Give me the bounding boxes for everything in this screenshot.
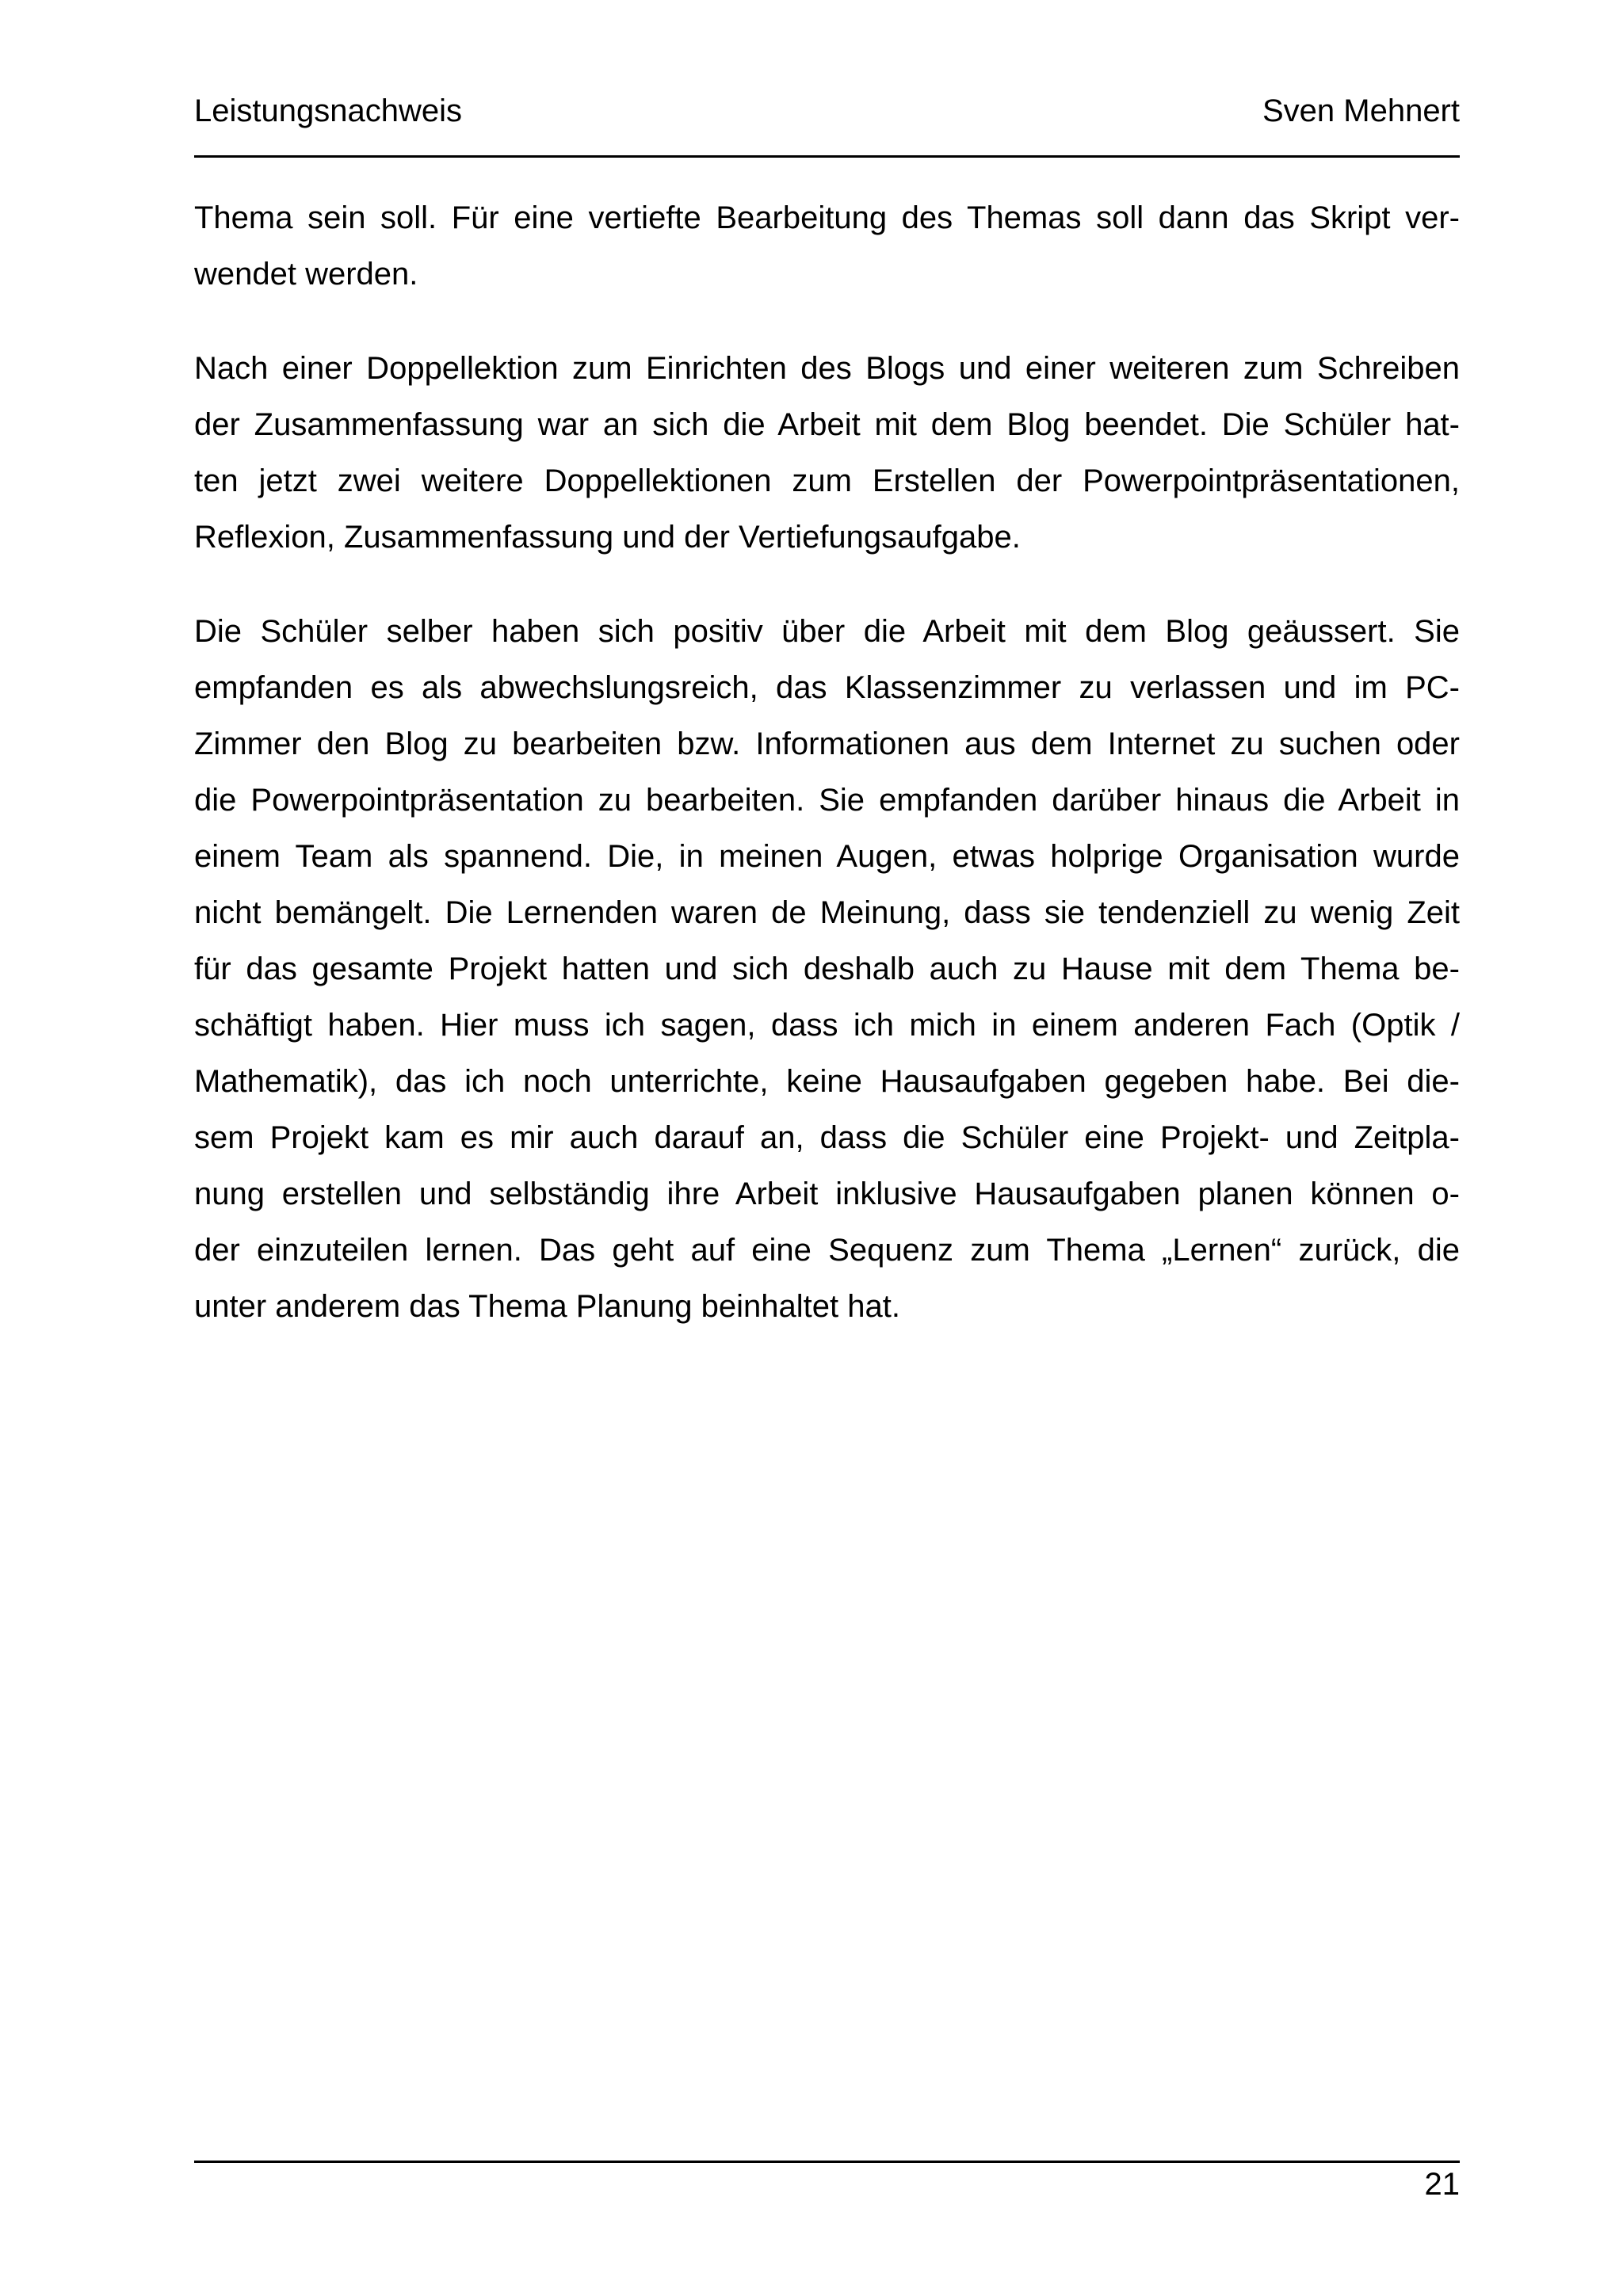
text-line: der einzuteilen lernen. Das geht auf eine Sequenz zum Thema „Lernen“ zurück, die <box>194 1233 1460 1268</box>
text-line: Mathematik), das ich noch unterrichte, keine Hausaufgaben gegeben habe. Bei die- <box>194 1064 1460 1099</box>
text-line: der Zusammenfassung war an sich die Arbeit mit dem Blog beendet. Die Schüler hat- <box>194 407 1460 442</box>
text-line: Die Schüler selber haben sich positiv über die Arbeit mit dem Blog geäussert. Sie <box>194 614 1460 649</box>
paragraph-1 <box>194 190 1460 303</box>
text-line: wendet werden. <box>194 257 418 292</box>
header-author: Sven Mehnert <box>1262 93 1460 128</box>
paragraph-3 <box>194 604 1460 1335</box>
text-line: Zimmer den Blog zu bearbeiten bzw. Informationen aus dem Internet zu suchen oder <box>194 727 1460 761</box>
text-line: ten jetzt zwei weitere Doppellektionen zum Erstellen der Powerpointpräsentationen, <box>194 463 1460 498</box>
text-line: Thema sein soll. Für eine vertiefte Bearbeitung des Themas soll dann das Skript ver- <box>194 200 1460 235</box>
text-line: für das gesamte Projekt hatten und sich deshalb auch zu Hause mit dem Thema be- <box>194 952 1460 986</box>
text-line: die Powerpointpräsentation zu bearbeiten. Sie empfanden darüber hinaus die Arbeit in <box>194 783 1460 818</box>
header-divider <box>194 155 1460 158</box>
text-line: Reflexion, Zusammenfassung und der Vertiefungsaufgabe. <box>194 520 1021 555</box>
text-line: nicht bemängelt. Die Lernenden waren de Meinung, dass sie tendenziell zu wenig Zeit <box>194 895 1460 930</box>
text-line: sem Projekt kam es mir auch darauf an, dass die Schüler eine Projekt- und Zeitpla- <box>194 1120 1460 1155</box>
page-number: 21 <box>1424 2167 1460 2202</box>
text-line: unter anderem das Thema Planung beinhaltet hat. <box>194 1289 900 1324</box>
text-line: Nach einer Doppellektion zum Einrichten des Blogs und einer weiteren zum Schreiben <box>194 351 1460 386</box>
header-title: Leistungsnachweis <box>194 93 462 128</box>
text-line: empfanden es als abwechslungsreich, das Klassenzimmer zu verlassen und im PC- <box>194 670 1460 705</box>
document-body <box>194 190 1460 1373</box>
text-line: einem Team als spannend. Die, in meinen Augen, etwas holprige Organisation wurde <box>194 839 1460 874</box>
text-line: schäftigt haben. Hier muss ich sagen, dass ich mich in einem anderen Fach (Optik / <box>194 1008 1460 1043</box>
footer-divider <box>194 2161 1460 2163</box>
text-line: nung erstellen und selbständig ihre Arbeit inklusive Hausaufgaben planen können o- <box>194 1177 1460 1211</box>
paragraph-2 <box>194 341 1460 566</box>
page-header <box>194 93 1460 143</box>
